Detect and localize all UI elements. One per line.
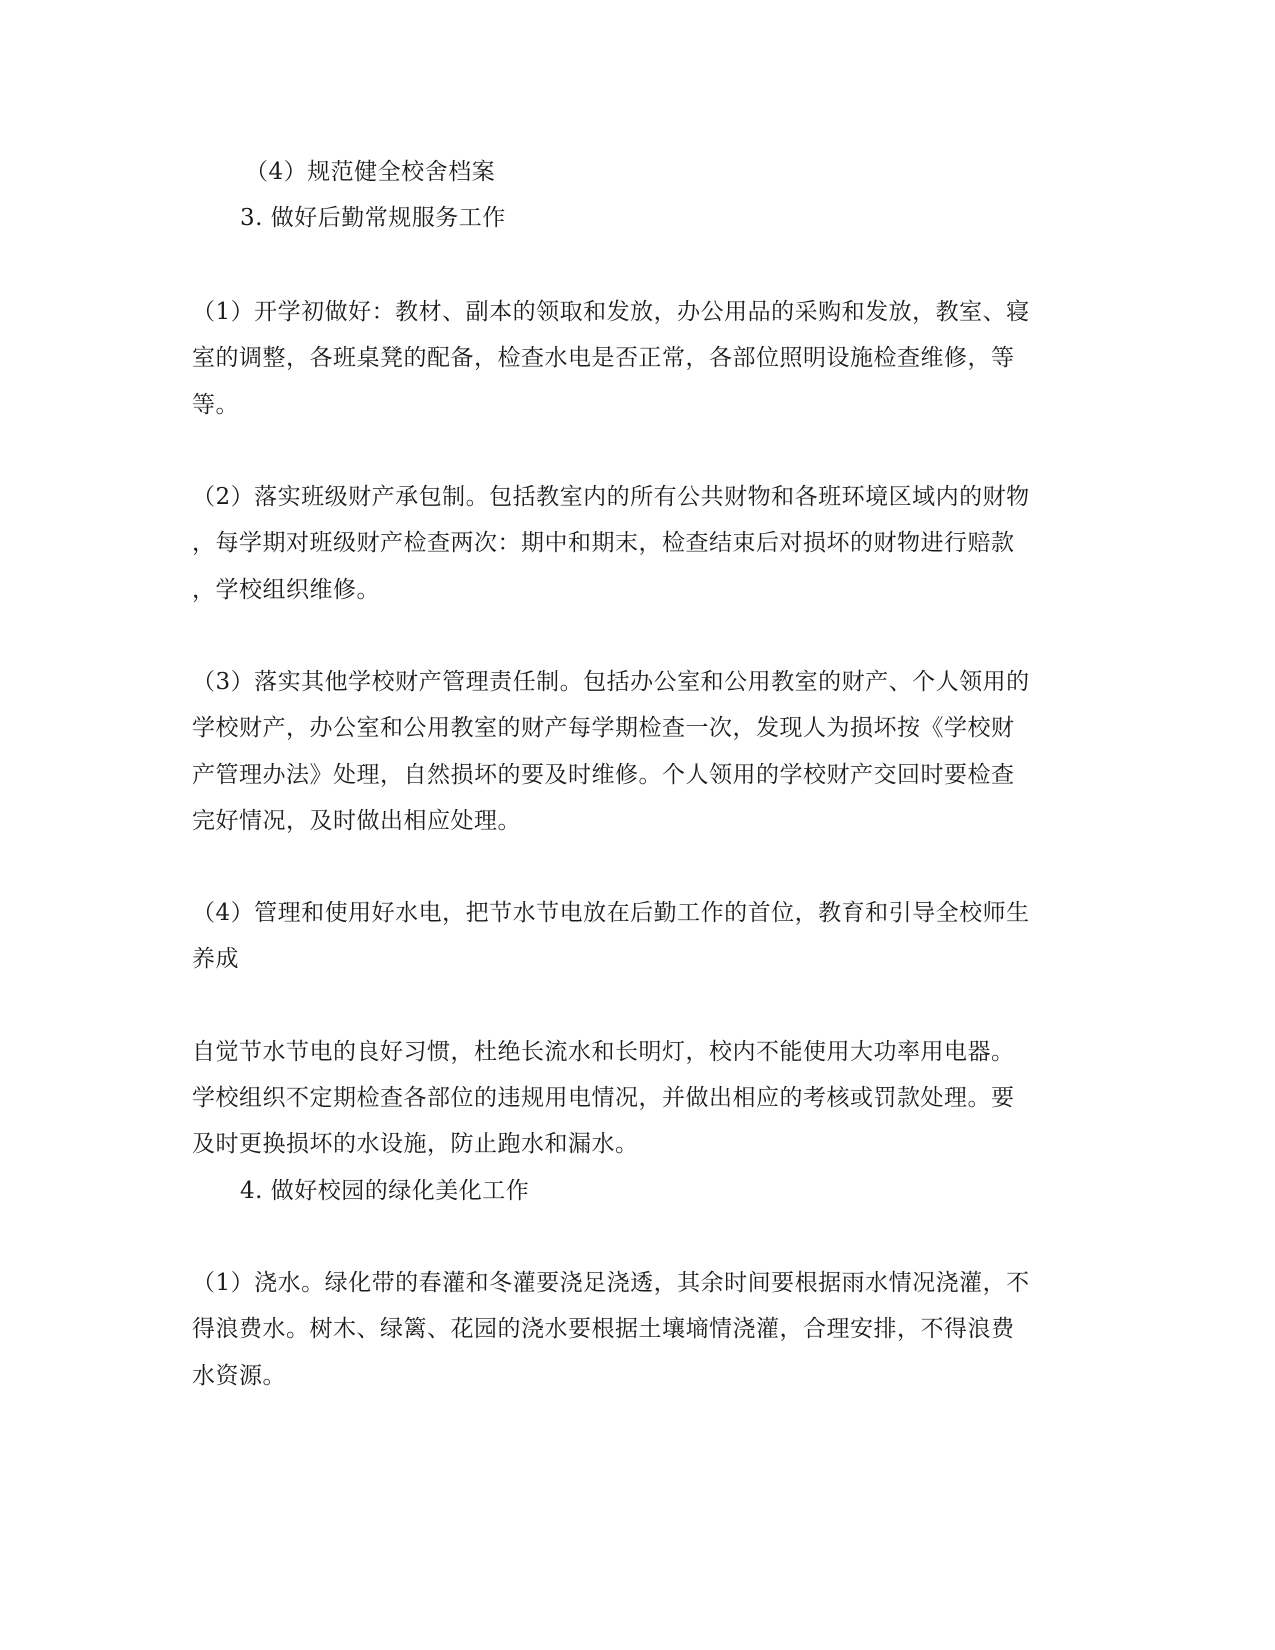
paragraph-line: 等。 (192, 392, 239, 418)
paragraph-line: ，每学期对班级财产检查两次：期中和期末，检查结束后对损坏的财物进行赔款 (192, 530, 1015, 556)
paragraph-line: （4）管理和使用好水电，把节水节电放在后勤工作的首位，教育和引导全校师生 (192, 900, 1030, 926)
section-heading-3: 3. 做好后勤常规服务工作 (240, 205, 506, 231)
item-4-archive-line: （4）规范健全校舍档案 (245, 159, 496, 185)
section-heading-4: 4. 做好校园的绿化美化工作 (240, 1178, 530, 1204)
paragraph-line: （2）落实班级财产承包制。包括教室内的所有公共财物和各班环境区域内的财物 (192, 484, 1030, 510)
paragraph-line: 产管理办法》处理，自然损坏的要及时维修。个人领用的学校财产交回时要检查 (192, 762, 1015, 788)
paragraph-line: （1）浇水。绿化带的春灌和冬灌要浇足浇透，其余时间要根据雨水情况浇灌，不 (192, 1270, 1030, 1296)
paragraph-line: 学校财产，办公室和公用教室的财产每学期检查一次，发现人为损坏按《学校财 (192, 715, 1015, 741)
paragraph-line: 及时更换损坏的水设施，防止跑水和漏水。 (192, 1131, 639, 1157)
paragraph-line: ，学校组织维修。 (192, 577, 380, 603)
paragraph-line: （3）落实其他学校财产管理责任制。包括办公室和公用教室的财产、个人领用的 (192, 669, 1030, 695)
paragraph-line: 自觉节水节电的良好习惯，杜绝长流水和长明灯，校内不能使用大功率用电器。 (192, 1039, 1015, 1065)
paragraph-line: 学校组织不定期检查各部位的违规用电情况，并做出相应的考核或罚款处理。要 (192, 1085, 1015, 1111)
paragraph-line: 完好情况，及时做出相应处理。 (192, 808, 521, 834)
paragraph-line: （1）开学初做好：教材、副本的领取和发放，办公用品的采购和发放，教室、寝 (192, 299, 1030, 325)
paragraph-line: 养成 (192, 946, 239, 972)
paragraph-line: 得浪费水。树木、绿篱、花园的浇水要根据土壤墒情浇灌，合理安排，不得浪费 (192, 1316, 1015, 1342)
paragraph-line: 水资源。 (192, 1363, 286, 1389)
paragraph-line: 室的调整，各班桌凳的配备，检查水电是否正常，各部位照明设施检查维修，等 (192, 345, 1015, 371)
